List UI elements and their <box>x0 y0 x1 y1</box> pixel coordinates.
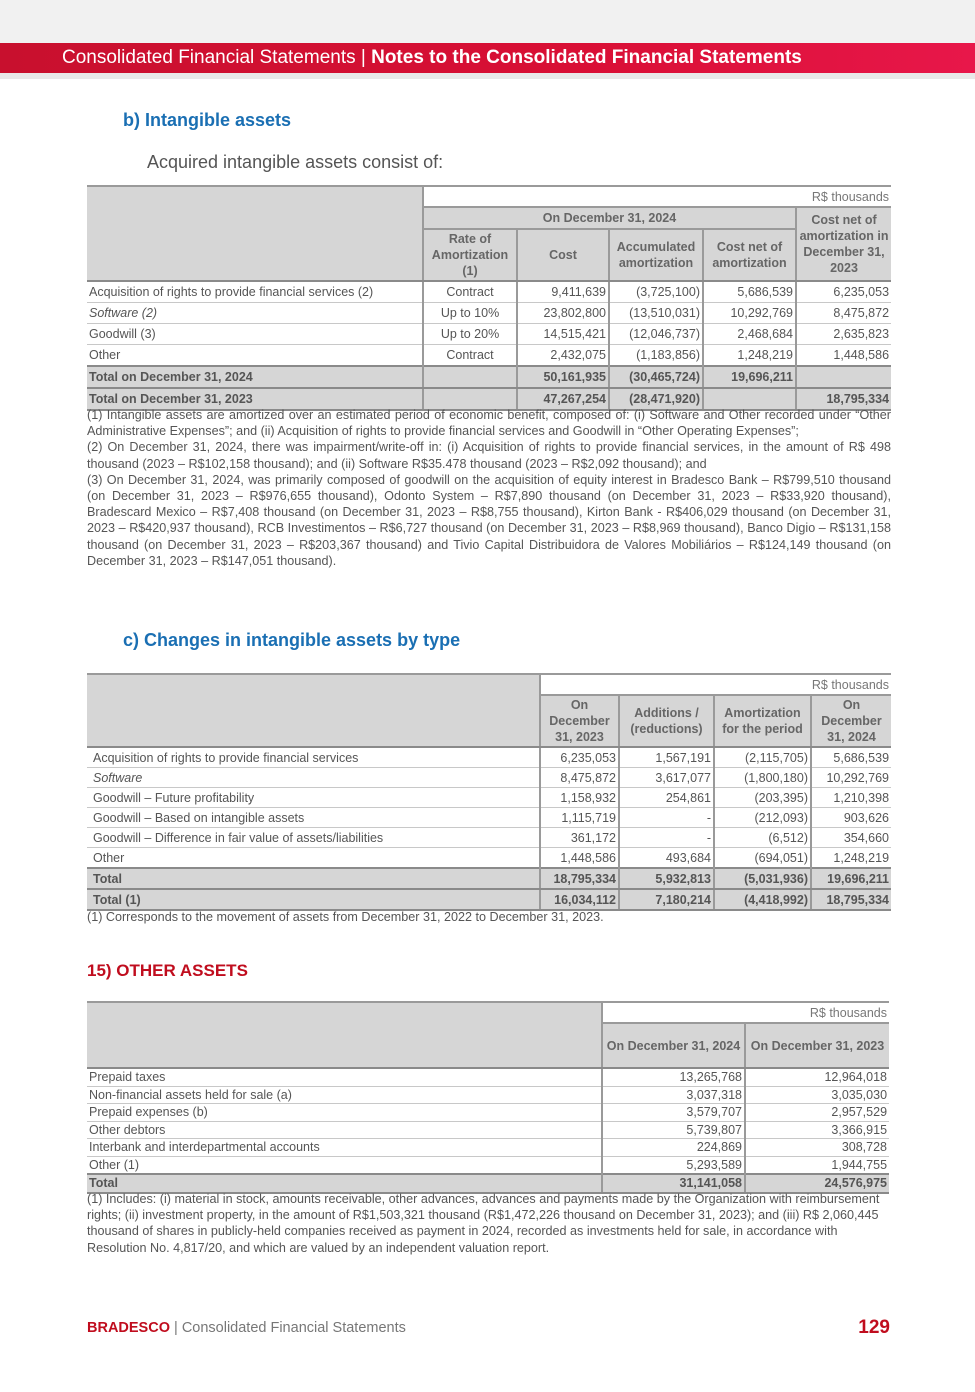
row-label: Goodwill (3) <box>87 324 423 345</box>
col-accum: Accumulated amortization <box>609 229 703 281</box>
table-row <box>87 848 891 869</box>
top-margin <box>0 0 975 43</box>
total-label: Total on December 31, 2024 <box>87 366 423 388</box>
row-c1: 224,869 <box>602 1139 745 1157</box>
row-c1: 13,265,768 <box>602 1068 745 1086</box>
total-empty <box>796 366 891 388</box>
table-corner <box>87 674 540 747</box>
row-c2: - <box>619 828 714 848</box>
footnote: (1) Intangible assets are amortized over an estimated period of economic benefit, composed of: (i) Software and Other recorded under “Other Administrative Expenses”; and (ii) Acquisition of rights to provide financial services and Goodwill in “Other Operating Expenses”; <box>87 408 891 439</box>
row-accum: (3,725,100) <box>609 281 703 303</box>
table-row <box>87 788 891 808</box>
row-c3: (212,093) <box>714 808 811 828</box>
total-label: Total <box>87 1174 602 1193</box>
col-dec-2023: On December 31, 2023 <box>540 695 619 747</box>
row-c2: 308,728 <box>745 1139 889 1157</box>
row-cost: 23,802,800 <box>517 303 609 324</box>
table-row <box>87 324 891 345</box>
row-net: 5,686,539 <box>703 281 796 303</box>
row-label: Goodwill – Difference in fair value of assets/liabilities <box>87 828 540 848</box>
col-dec-2024: On December 31, 2024 <box>811 695 891 747</box>
row-c2: 3,035,030 <box>745 1086 889 1104</box>
total-accum: (28,471,920) <box>609 388 703 410</box>
row-c2: 1,944,755 <box>745 1156 889 1174</box>
col-additions: Additions / (reductions) <box>619 695 714 747</box>
total-c2: 7,180,214 <box>619 889 714 910</box>
page-header <box>0 43 975 73</box>
total-c4: 18,795,334 <box>811 889 891 910</box>
table-row <box>87 281 891 303</box>
footnote: (3) On December 31, 2024, was primarily composed of goodwill on the acquisition of equity interest in Bradesco Bank – R$799,510 thousand (on December 31, 2023 – R$976,655 thousand), Odonto System – R$7,890 thousand (on December 31, 2023 – R$33,920 thousand), Bradescard Mexico – R$7,408 thousand (on December 31, 2023 – R$8,755 thousand), Kirton Bank - R$406,029 thousand (on December 31, 2023 – R$420,937 thousand), RCB Investimentos – R$6,727 thousand (on December 31, 2023 – R$8,969 thousand), Banco Digio – R$131,158 thousand (on December 31, 2023 – R$203,367 thousand) and Tivio Capital Distribuidora de Valores Mobiliários – R$124,149 thousand (on December 31, 2023 – R$147,051 thousand). <box>87 472 891 568</box>
col-amortization: Amortization for the period <box>714 695 811 747</box>
row-c2: 3,366,915 <box>745 1121 889 1139</box>
section-c-note: (1) Corresponds to the movement of assets from December 31, 2022 to December 31, 2023. <box>87 910 604 924</box>
row-c2: 12,964,018 <box>745 1068 889 1086</box>
total-net: 19,696,211 <box>703 366 796 388</box>
table-row <box>87 1156 889 1174</box>
group-header: On December 31, 2024 <box>423 207 796 229</box>
table-corner <box>87 1002 602 1068</box>
row-c4: 1,210,398 <box>811 788 891 808</box>
row-c3: (694,051) <box>714 848 811 869</box>
row-label: Other (1) <box>87 1156 602 1174</box>
row-c2: 2,957,529 <box>745 1104 889 1122</box>
row-rate: Up to 20% <box>423 324 517 345</box>
row-accum: (1,183,856) <box>609 345 703 367</box>
total-c3: (4,418,992) <box>714 889 811 910</box>
row-c1: 5,293,589 <box>602 1156 745 1174</box>
row-net: 2,468,684 <box>703 324 796 345</box>
row-net2023: 8,475,872 <box>796 303 891 324</box>
row-label: Other <box>87 848 540 869</box>
row-label: Acquisition of rights to provide financial services (2) <box>87 281 423 303</box>
total-row <box>87 889 891 910</box>
row-label: Other debtors <box>87 1121 602 1139</box>
table-row <box>87 303 891 324</box>
row-accum: (13,510,031) <box>609 303 703 324</box>
row-label: Other <box>87 345 423 367</box>
footer-text <box>87 1320 406 1336</box>
row-c1: 1,158,932 <box>540 788 619 808</box>
row-label: Prepaid taxes <box>87 1068 602 1086</box>
row-c1: 3,579,707 <box>602 1104 745 1122</box>
row-c3: (203,395) <box>714 788 811 808</box>
total-accum: (30,465,724) <box>609 366 703 388</box>
total-label: Total on December 31, 2023 <box>87 388 423 410</box>
table-row <box>87 1104 889 1122</box>
col-net-2023: Cost net of amortization in December 31, 2023 <box>796 207 891 281</box>
row-cost: 9,411,639 <box>517 281 609 303</box>
total-c1: 16,034,112 <box>540 889 619 910</box>
col-2024: On December 31, 2024 <box>602 1023 745 1068</box>
row-net2023: 2,635,823 <box>796 324 891 345</box>
row-c2: 1,567,191 <box>619 747 714 768</box>
row-c1: 3,037,318 <box>602 1086 745 1104</box>
section-15-title: 15) OTHER ASSETS <box>87 961 248 980</box>
section-c-title: c) Changes in intangible assets by type <box>123 630 461 650</box>
row-label: Interbank and interdepartmental accounts <box>87 1139 602 1157</box>
table-row <box>87 1139 889 1157</box>
row-label: Software <box>87 768 540 788</box>
table-row <box>87 808 891 828</box>
row-c4: 10,292,769 <box>811 768 891 788</box>
row-c1: 1,448,586 <box>540 848 619 869</box>
table-row <box>87 1121 889 1139</box>
total-cost: 47,267,254 <box>517 388 609 410</box>
footnote: (2) On December 31, 2024, there was impairment/write-off in: (i) Acquisition of rights to provide financial services, in the amount of R$ 498 thousand (2023 – R$102,158 thousand); and (ii) Software R$35.478 thousand (2023 – R$2,092 thousand); and <box>87 440 891 471</box>
unit-label: R$ thousands <box>602 1002 889 1023</box>
unit-label: R$ thousands <box>423 186 891 207</box>
footer-title: Consolidated Financial Statements <box>181 1320 406 1336</box>
col-net: Cost net of amortization <box>703 229 796 281</box>
total-row <box>87 366 891 388</box>
row-cost: 2,432,075 <box>517 345 609 367</box>
total-cost: 50,161,935 <box>517 366 609 388</box>
total-c4: 19,696,211 <box>811 868 891 889</box>
row-c4: 354,660 <box>811 828 891 848</box>
row-c1: 6,235,053 <box>540 747 619 768</box>
row-accum: (12,046,737) <box>609 324 703 345</box>
section-b-intro: Acquired intangible assets consist of: <box>147 152 444 172</box>
section-b-notes <box>87 407 891 569</box>
table-row <box>87 828 891 848</box>
total-row <box>87 1174 889 1193</box>
row-c1: 1,115,719 <box>540 808 619 828</box>
section-b-title: b) Intangible assets <box>123 110 292 130</box>
footer-separator: | <box>169 1320 182 1336</box>
col-2023: On December 31, 2023 <box>745 1023 889 1068</box>
other-assets-table <box>87 1001 889 1194</box>
row-label: Non-financial assets held for sale (a) <box>87 1086 602 1104</box>
row-rate: Up to 10% <box>423 303 517 324</box>
row-c2: 254,861 <box>619 788 714 808</box>
total-c2: 5,932,813 <box>619 868 714 889</box>
table-row <box>87 1086 889 1104</box>
row-label: Acquisition of rights to provide financial services <box>87 747 540 768</box>
total-empty <box>423 366 517 388</box>
row-cost: 14,515,421 <box>517 324 609 345</box>
row-label: Goodwill – Based on intangible assets <box>87 808 540 828</box>
row-net: 10,292,769 <box>703 303 796 324</box>
header-shadow <box>0 73 975 79</box>
row-c4: 903,626 <box>811 808 891 828</box>
row-label: Prepaid expenses (b) <box>87 1104 602 1122</box>
total-c2: 24,576,975 <box>745 1174 889 1193</box>
row-c3: (6,512) <box>714 828 811 848</box>
table-row <box>87 1068 889 1086</box>
row-c4: 5,686,539 <box>811 747 891 768</box>
row-c1: 8,475,872 <box>540 768 619 788</box>
row-c2: - <box>619 808 714 828</box>
col-rate: Rate of Amortization (1) <box>423 229 517 281</box>
total-label: Total (1) <box>87 889 540 910</box>
col-cost: Cost <box>517 229 609 281</box>
total-label: Total <box>87 868 540 889</box>
row-c3: (1,800,180) <box>714 768 811 788</box>
header-left: Consolidated Financial Statements | <box>62 47 372 68</box>
unit-label: R$ thousands <box>540 674 891 695</box>
header-right: Notes to the Consolidated Financial Statements <box>371 47 802 68</box>
table-row <box>87 345 891 367</box>
row-c3: (2,115,705) <box>714 747 811 768</box>
row-c1: 361,172 <box>540 828 619 848</box>
total-c3: (5,031,936) <box>714 868 811 889</box>
table-corner <box>87 186 423 281</box>
footer-brand: BRADESCO <box>87 1320 170 1336</box>
page-number: 129 <box>858 1317 890 1338</box>
row-c2: 3,617,077 <box>619 768 714 788</box>
total-c1: 18,795,334 <box>540 868 619 889</box>
row-net: 1,248,219 <box>703 345 796 367</box>
row-c2: 493,684 <box>619 848 714 869</box>
table-row <box>87 768 891 788</box>
row-rate: Contract <box>423 281 517 303</box>
total-net2023: 18,795,334 <box>796 388 891 410</box>
section-15-note: (1) Includes: (i) material in stock, amounts receivable, other advances, advances and payments made by the Organization with reimbursement rights; (ii) investment property, in the amount of R$1,503,321 thousand (R$1,472,226 thousand on December 31, 2023); and (iii) R$ 2,060,445 thousand of shares in publicly-held companies received as payment in 2024, recorded as investments held for sale, in accordance with Resolution No. 4,817/20, and which are valued by an independent valuation report. <box>87 1192 880 1255</box>
row-net2023: 1,448,586 <box>796 345 891 367</box>
changes-table <box>87 673 891 911</box>
row-label: Goodwill – Future profitability <box>87 788 540 808</box>
intangible-assets-table <box>87 185 891 411</box>
table-row <box>87 747 891 768</box>
row-c4: 1,248,219 <box>811 848 891 869</box>
row-net2023: 6,235,053 <box>796 281 891 303</box>
row-c1: 5,739,807 <box>602 1121 745 1139</box>
row-rate: Contract <box>423 345 517 367</box>
total-row <box>87 868 891 889</box>
total-c1: 31,141,058 <box>602 1174 745 1193</box>
row-label: Software (2) <box>87 303 423 324</box>
